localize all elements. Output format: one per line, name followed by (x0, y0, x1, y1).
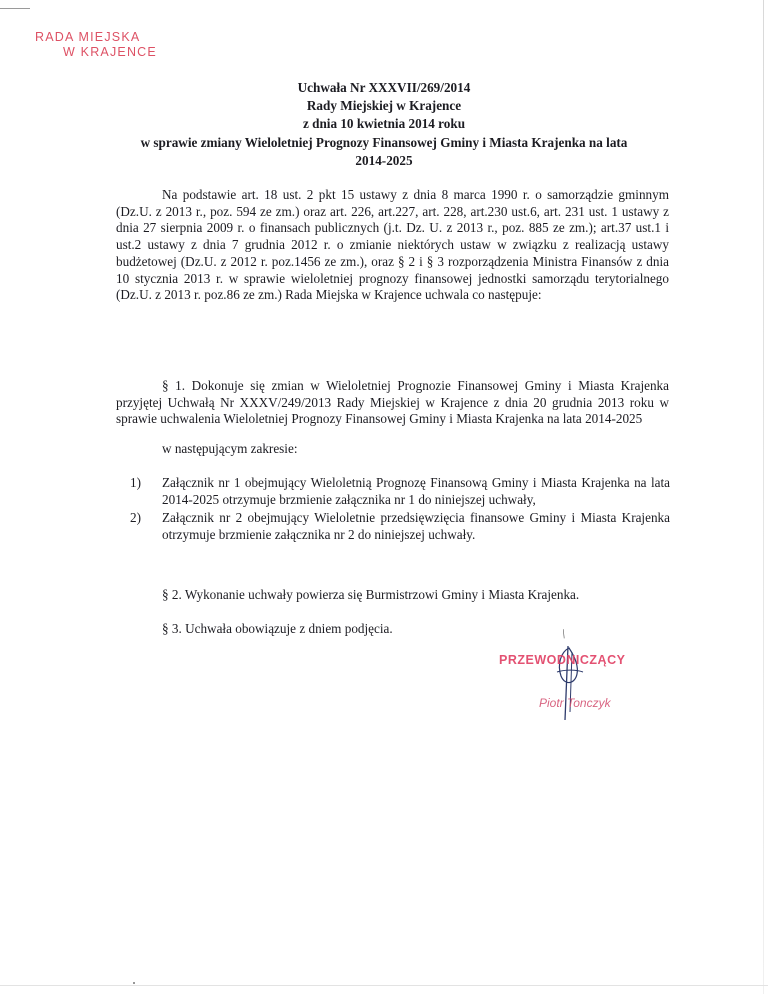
section-2: § 2. Wykonanie uchwały powierza się Burmistrzowi Gminy i Miasta Krajenka. (162, 587, 580, 602)
legal-basis-paragraph (116, 187, 669, 304)
scan-edge-mark (0, 0, 30, 9)
resolution-subject: w sprawie zmiany Wieloletniej Prognozy Finansowej Gminy i Miasta Krajenka na lata (140, 134, 628, 150)
resolution-period: 2014-2025 (355, 152, 413, 168)
scan-speck (133, 982, 135, 984)
resolution-title (100, 79, 668, 170)
section-1-paragraph (116, 378, 669, 428)
scan-edge-bottom (0, 985, 768, 986)
list-item-number: 2) (130, 509, 141, 525)
section-3: § 3. Uchwała obowiązuje z dniem podjęcia. (162, 621, 393, 636)
list-item-text: Załącznik nr 1 obejmujący Wieloletnią Prognozę Finansową Gminy i Miasta Krajenka na lata 2014-2025 otrzymuje brzmienie załącznika nr 1 do niniejszej uchwały, (162, 475, 670, 508)
signature-mark: / (558, 625, 569, 642)
list-item-number: 1) (130, 475, 141, 490)
resolution-date: z dnia 10 kwietnia 2014 roku (302, 116, 466, 132)
legal-basis-text: Na podstawie art. 18 ust. 2 pkt 15 ustawy z dnia 8 marca 1990 r. o samorządzie gminnym (Dz.U. z 2013 r., poz. 594 ze zm.) oraz art. 226, art.227, art. 228, art.230 ust.6, art. 231 ust. 1 ustawy z dnia 27 sierpnia 2009 r. o finansach publicznych (j.t. Dz. U. z 2013 r., poz. 885 ze zm.); art.37 ust.1 i ust.2 ustawy z dnia 7 grudnia 2012 r. o zmianie niektórych ustaw w związku z realizacją ustawy budżetowej (Dz.U. z 2012 r. poz.1456 ze zm.), oraz § 2 i § 3 rozporządzenia Ministra Finansów z dnia 10 stycznia 2013 r. w sprawie wieloletniej prognozy finansowej jednostki samorządu terytorialnego (Dz.U. z 2013 r. poz.86 ze zm.) Rada Miejska w Krajence uchwala co następuje: (116, 187, 669, 303)
resolution-number: Uchwała Nr XXXVII/269/2014 (297, 80, 471, 95)
chairman-title: PRZEWODNICZĄCY (499, 653, 626, 667)
council-stamp-line1: RADA MIEJSKA (35, 30, 141, 44)
scope-label: w następującym zakresie: (162, 441, 298, 456)
section-1-text: § 1. Dokonuje się zmian w Wieloletniej Prognozie Finansowej Gminy i Miasta Krajenka przyjętej Uchwałą Nr XXXV/249/2013 Rady Miejskiej w Krajence z dnia 20 grudnia 2013 roku w sprawie uchwalenia Wieloletniej Prognozy Finansowej Gminy i Miasta Krajenka na lata 2014-2025 (116, 378, 669, 427)
changes-list (130, 474, 670, 543)
list-item (130, 509, 670, 544)
council-stamp (35, 30, 157, 60)
list-item-text: Załącznik nr 2 obejmujący Wieloletnie przedsięwzięcia finansowe Gminy i Miasta Krajenka otrzymuje brzmienie załącznika nr 2 do niniejszej uchwały. (162, 509, 670, 542)
chairman-signature-stamp (499, 642, 639, 722)
chairman-name: Piotr Tonczyk (539, 696, 611, 710)
council-stamp-line2: W KRAJENCE (63, 45, 157, 59)
resolution-body: Rady Miejskiej w Krajence (306, 98, 462, 114)
list-item (130, 474, 670, 509)
scan-edge-shadow (763, 0, 764, 994)
